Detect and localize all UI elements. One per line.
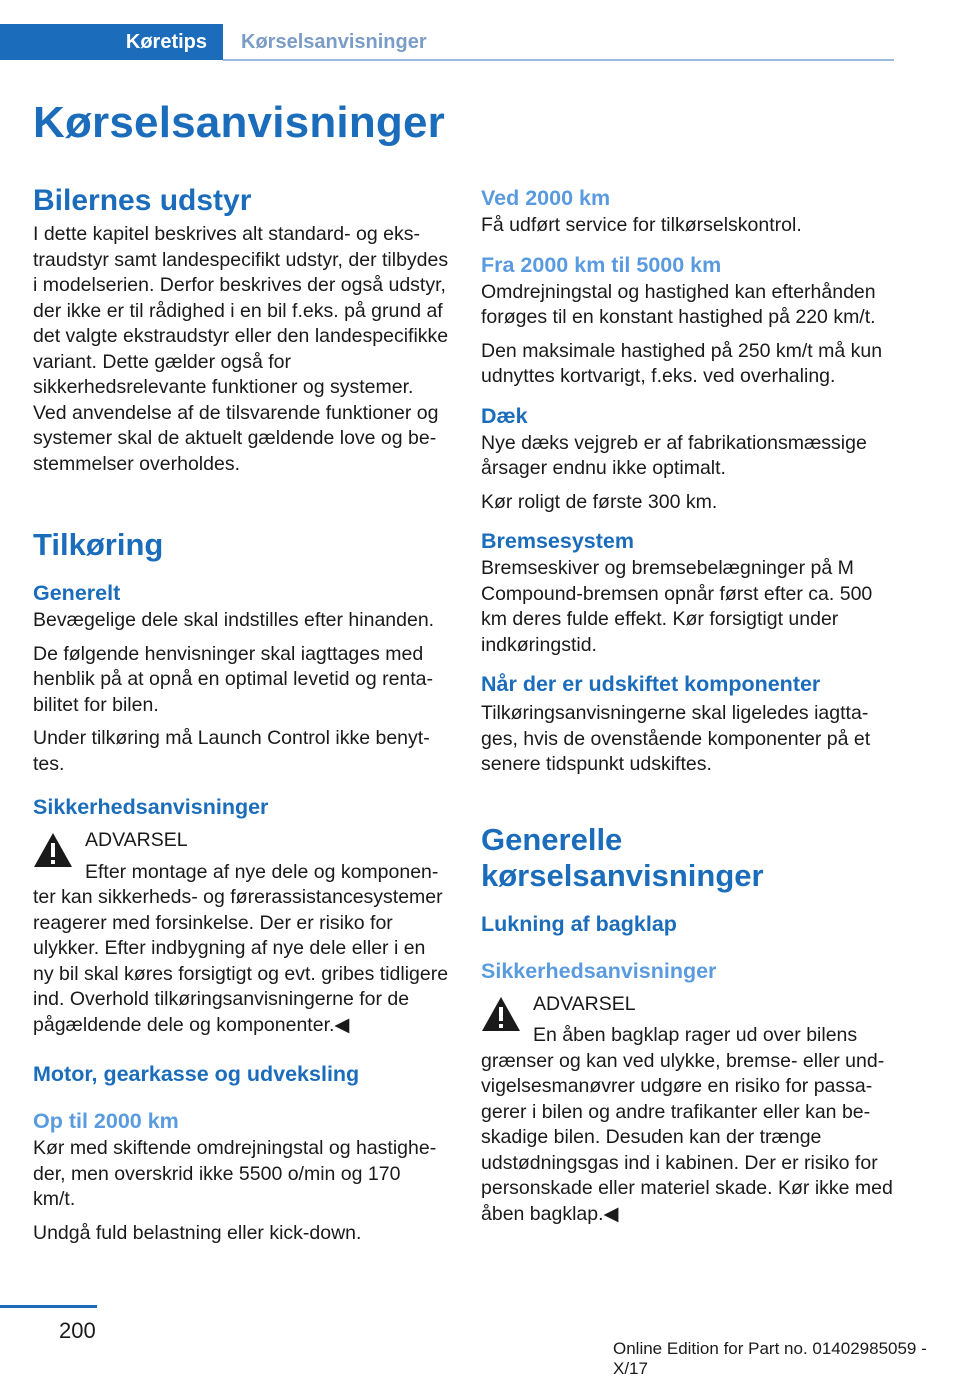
fra-2000-paragraph-2: Den maksimale hastighed på 250 km/t må kun udnyttes kortvarigt, f.eks. ved overhaling. — [481, 339, 883, 387]
warning-triangle-icon — [33, 832, 73, 868]
udskiftet-paragraph: Tilkøringsanvisningerne skal ligeledes iagttages, hvis de ovenstående komponenter på et senere tidspunkt udskiftes. — [481, 702, 871, 775]
page-number: 200 — [59, 1318, 96, 1343]
heading-tilkoring: Tilkøring — [33, 527, 164, 562]
warning-text: En åben bagklap rager ud over bilens grænser og kan ved ulykke, bremse- eller undvigelsesmanøvrer udgøre en risiko for passagerer i bilen og andre trafikanter eller kan beskadige bilen. Desuden kan der trænge udstødningsgas ind i kabinen. Der er risiko for personskade eller materiel skade. Kør ikke med åben bagklap.◀ — [481, 1024, 893, 1225]
bremsesystem-paragraph: Bremseskiver og bremsebelægninger på M Compound-bremsen opnår først efter ca. 500 km deres fulde effekt. Kør forsigtigt under indkøringstid. — [481, 557, 873, 656]
page-title: Kørselsanvisninger — [33, 98, 445, 147]
fra-2000-paragraph-1: Omdrejningstal og hastighed kan efterhånden forøges til en konstant hastighed på 220 km/t. — [481, 280, 876, 328]
heading-sikkerhedsanvisninger-2: Sikkerhedsanvisninger — [481, 958, 717, 983]
generelt-paragraph-3: Under tilkøring må Launch Control ikke benyttes. — [33, 727, 430, 775]
warning-text: Efter montage af nye dele og komponenter kan sikkerheds- og førerassistancesystemer reagerer med forsinkelse. Der er risiko for ulykker. Efter indbygning af nye dele eller i en ny bil skal køres forsigtigt og evt. gribes tidligere ind. Overhold tilkøringsanvisningerne for de pågældende dele og komponenter.◀ — [33, 860, 449, 1036]
left-column — [33, 182, 449, 1246]
heading-bremsesystem: Bremsesystem — [481, 529, 634, 553]
daek-paragraph-2: Kør roligt de første 300 km. — [481, 490, 718, 513]
heading-lukning-af-bagklap: Lukning af bagklap — [481, 911, 677, 936]
footer-divider — [0, 1305, 97, 1308]
warning-block — [33, 828, 449, 1038]
warning-label: ADVARSEL — [85, 829, 188, 851]
heading-motor-gearkasse: Motor, gearkasse og udveksling — [33, 1062, 360, 1086]
heading-udskiftet-komponenter: Når der er udskiftet komponenter — [481, 672, 821, 696]
heading-generelt: Generelt — [33, 581, 121, 605]
daek-paragraph-1: Nye dæks vejgreb er af fabrikationsmæssige årsager endnu ikke optimalt. — [481, 431, 867, 479]
ved-2000-paragraph: Få udført service for tilkørselskontrol. — [481, 214, 802, 236]
heading-ved-2000: Ved 2000 km — [481, 186, 611, 210]
right-column — [481, 182, 894, 1227]
heading-op-til-2000: Op til 2000 km — [33, 1109, 179, 1133]
generelt-paragraph-1: Bevægelige dele skal indstilles efter hinanden. — [33, 609, 435, 631]
generelt-paragraph-2: De følgende henvisninger skal iagttages med henblik på at opnå en optimal levetid og rentabilitet for bilen. — [33, 642, 434, 716]
op-til-paragraph-2: Undgå fuld belastning eller kick-down. — [33, 1221, 362, 1244]
heading-daek: Dæk — [481, 403, 528, 428]
heading-generelle-korselsanvisninger: Generelle kørselsanvisninger — [481, 821, 764, 893]
edition-note: Online Edition for Part no. 01402985059 - X/17 — [613, 1339, 927, 1378]
header-divider — [223, 59, 894, 61]
header — [0, 24, 894, 60]
warning-label: ADVARSEL — [533, 992, 636, 1015]
tab-korselsanvisninger[interactable]: Kørselsanvisninger — [241, 30, 427, 53]
warning-triangle-icon — [481, 996, 521, 1032]
bilernes-paragraph: I dette kapitel beskrives alt standard- og ekstraudstyr samt landespecifikt udstyr, der tilbydes i modelserien. Derfor beskrives der også udstyr, der ikke er til rådighed i en bil f.eks. på grund af det valgte ekstraudstyr eller den landespecifikke variant. Dette gælder også for sikkerhedsrelevante funktioner og systemer. Ved anvendelse af de tilsvarende funktioner og systemer skal de aktuelt gældende love og bestemmelser overholdes. — [33, 223, 449, 475]
heading-fra-2000: Fra 2000 km til 5000 km — [481, 252, 722, 277]
tab-koretips[interactable]: Køretips — [0, 24, 223, 60]
heading-sikkerhedsanvisninger: Sikkerhedsanvisninger — [33, 795, 269, 819]
heading-bilernes-udstyr: Bilernes udstyr — [33, 184, 252, 217]
op-til-paragraph-1: Kør med skiftende omdrejningstal og hastigheder, men overskrid ikke 5500 o/min og 170 km/t. — [33, 1137, 437, 1210]
warning-block-2 — [481, 992, 894, 1228]
